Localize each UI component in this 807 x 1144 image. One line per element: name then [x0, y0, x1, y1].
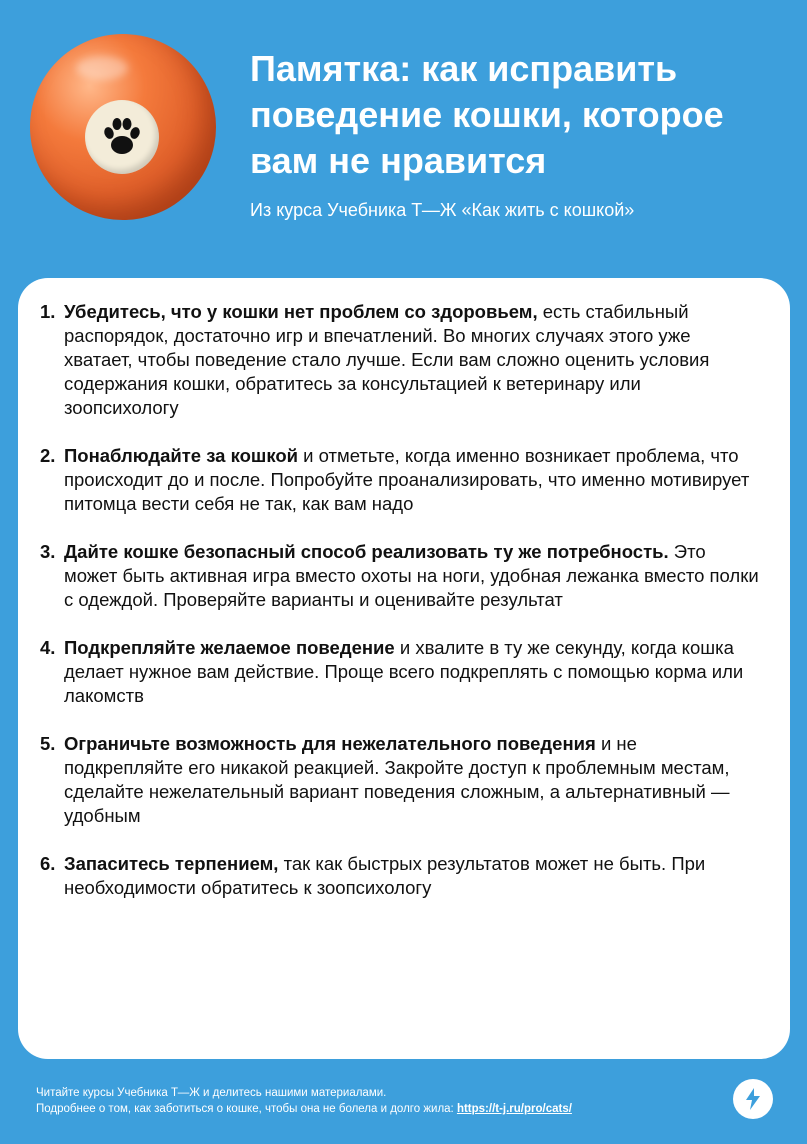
- item-number: 3.: [40, 541, 56, 562]
- lightning-icon: [743, 1087, 763, 1111]
- memo-card: [18, 278, 790, 1059]
- paw-ball-icon: [30, 34, 216, 220]
- item-number: 5.: [40, 733, 56, 754]
- item-rest-text: и хвалите в ту же секунду, когда кошка делает нужное вам действие. Проще всего подкреплять с помощью корма или лакомств: [64, 637, 744, 706]
- item-bold-text: Понаблюдайте за кошкой: [64, 445, 299, 466]
- item-bold-text: Убедитесь, что у кошки нет проблем со здоровьем,: [64, 301, 538, 322]
- paw-icon: [100, 115, 144, 159]
- item-rest-text: Это может быть активная игра вместо охоты на ноги, удобная лежанка вместо полки с одеждой. Проверяйте варианты и оценивайте результат: [64, 541, 759, 610]
- item-text: [64, 300, 760, 420]
- item-bold-text: Дайте кошке безопасный способ реализовать ту же потребность.: [64, 541, 669, 562]
- list-item: [40, 732, 760, 828]
- list-item: [40, 852, 760, 900]
- ball-shine: [76, 56, 128, 80]
- ball-spot: [85, 100, 159, 174]
- item-number: 2.: [40, 445, 56, 466]
- page-title: Памятка: как исправить поведение кошки, которое вам не нравится: [250, 48, 724, 181]
- footer-line-1: Читайте курсы Учебника Т—Ж и делитесь нашими материалами.: [36, 1087, 387, 1099]
- item-number: 6.: [40, 853, 56, 874]
- footer-line-2: [36, 1101, 716, 1117]
- footer-line-2-text: Подробнее о том, как заботиться о кошке, чтобы она не болела и долго жила:: [36, 1103, 457, 1115]
- item-text: [64, 444, 760, 516]
- page-subtitle: Из курса Учебника Т—Ж «Как жить с кошкой»: [250, 200, 635, 220]
- item-rest-text: есть стабильный распорядок, достаточно игр и впечатлений. Во многих случаях этого уже хватает, чтобы поведение стало лучше. Если вам сложно оценить условия содержания кошки, обратитесь за консультацией к ветеринару или зоопсихологу: [64, 301, 710, 418]
- list-item: [40, 540, 760, 612]
- item-number: 4.: [40, 637, 56, 658]
- tj-logo-icon[interactable]: [733, 1079, 773, 1119]
- item-text: [64, 540, 760, 612]
- tips-list: [18, 278, 790, 900]
- item-bold-text: Ограничьте возможность для нежелательного поведения: [64, 733, 596, 754]
- list-item: [40, 636, 760, 708]
- list-item: [40, 300, 760, 420]
- item-rest-text: и отметьте, когда именно возникает проблема, что происходит до и после. Попробуйте проанализировать, что именно мотивирует питомца вести себя не так, как вам надо: [64, 445, 750, 514]
- item-number: 1.: [40, 301, 56, 322]
- courses-link[interactable]: https://t-j.ru/pro/cats/: [456, 1103, 572, 1115]
- item-bold-text: Запаситесь терпением,: [64, 853, 279, 874]
- item-rest-text: и не подкрепляйте его никакой реакцией. Закройте доступ к проблемным местам, сделайте нежелательный вариант поведения сложным, а альтернативный — удобным: [64, 733, 730, 826]
- list-item: [40, 444, 760, 516]
- item-bold-text: Подкрепляйте желаемое поведение: [64, 637, 395, 658]
- item-text: [64, 636, 760, 708]
- footer: [36, 1085, 716, 1117]
- item-rest-text: так как быстрых результатов может не быть. При необходимости обратитесь к зоопсихологу: [64, 853, 706, 898]
- item-text: [64, 732, 760, 828]
- item-text: [64, 852, 760, 900]
